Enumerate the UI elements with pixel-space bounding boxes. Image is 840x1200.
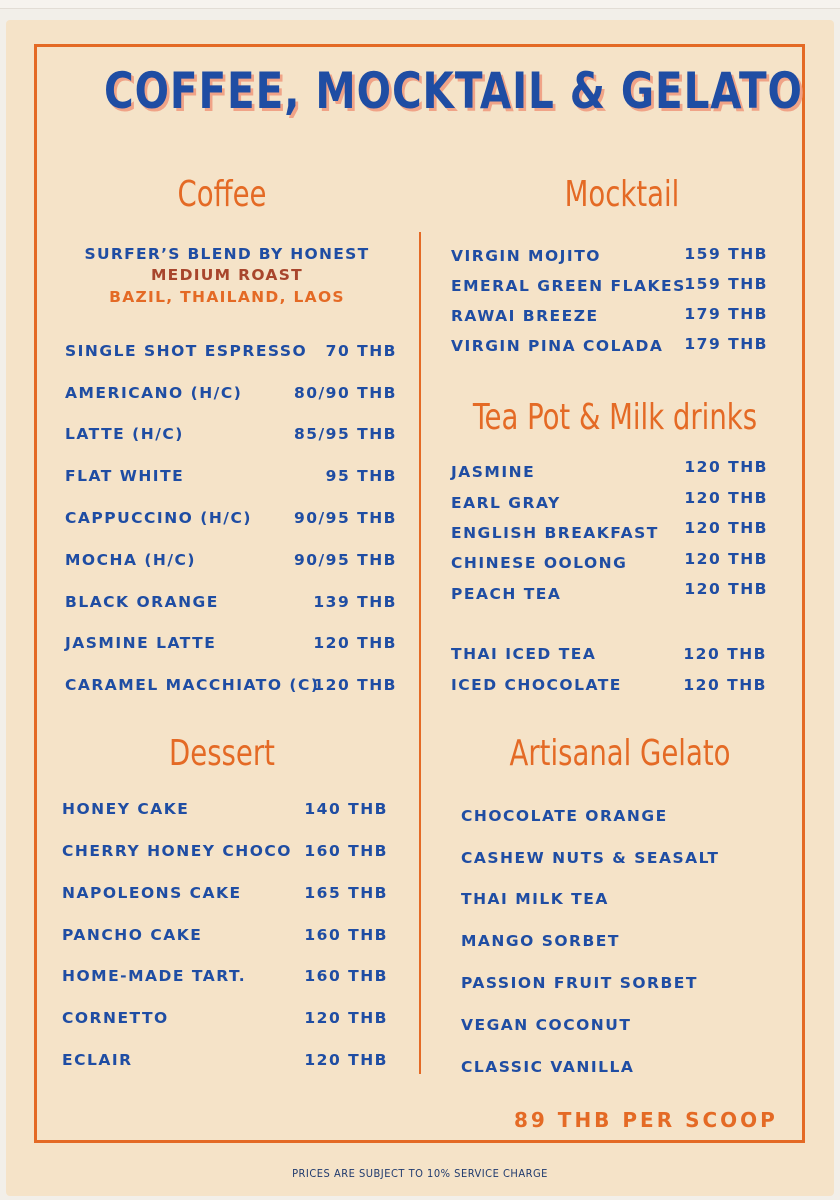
gelato-flavor: VEGAN COCONUT bbox=[461, 1016, 632, 1034]
gelato-flavor: CASHEW NUTS & SEASALT bbox=[461, 849, 720, 867]
dessert-price: 140 THB bbox=[304, 800, 388, 818]
mocktail-heading: Mocktail bbox=[564, 174, 680, 215]
coffee-price: 70 THB bbox=[325, 342, 397, 360]
coffee-item: SINGLE SHOT ESPRESSO bbox=[65, 342, 308, 360]
coffee-price: 139 THB bbox=[313, 593, 397, 611]
coffee-item: CARAMEL MACCHIATO (C) bbox=[65, 676, 320, 694]
gelato-flavor: CHOCOLATE ORANGE bbox=[461, 807, 668, 825]
mocktail-item: EMERAL GREEN FLAKES bbox=[451, 277, 686, 295]
service-charge-note: PRICES ARE SUBJECT TO 10% SERVICE CHARGE bbox=[292, 1167, 548, 1180]
tea-heading: Tea Pot & Milk drinks bbox=[472, 397, 758, 438]
gelato-heading: Artisanal Gelato bbox=[509, 733, 731, 774]
tea-price: 120 THB bbox=[683, 645, 767, 663]
coffee-blend-name: SURFER’S BLEND BY HONEST bbox=[84, 245, 370, 263]
coffee-price: 80/90 THB bbox=[293, 384, 397, 402]
tea-price: 120 THB bbox=[684, 489, 768, 507]
dessert-price: 160 THB bbox=[304, 926, 388, 944]
dessert-item: CORNETTO bbox=[62, 1009, 169, 1027]
tea-item: THAI ICED TEA bbox=[451, 645, 597, 663]
tea-price: 120 THB bbox=[684, 550, 768, 568]
coffee-origin: BAZIL, THAILAND, LAOS bbox=[109, 288, 345, 306]
gelato-flavor: PASSION FRUIT SORBET bbox=[461, 974, 698, 992]
coffee-heading: Coffee bbox=[177, 174, 267, 215]
dessert-price: 160 THB bbox=[304, 842, 388, 860]
tea-price: 120 THB bbox=[683, 676, 767, 694]
mocktail-price: 159 THB bbox=[684, 275, 768, 293]
coffee-item: FLAT WHITE bbox=[65, 467, 185, 485]
mocktail-item: VIRGIN PINA COLADA bbox=[451, 337, 664, 355]
previous-page-edge bbox=[0, 0, 840, 9]
column-divider bbox=[419, 232, 421, 1074]
coffee-item: JASMINE LATTE bbox=[65, 634, 217, 652]
tea-item: JASMINE bbox=[451, 463, 536, 481]
dessert-heading: Dessert bbox=[169, 733, 275, 774]
coffee-price: 95 THB bbox=[325, 467, 397, 485]
coffee-price: 120 THB bbox=[313, 676, 397, 694]
gelato-price-note: 89 THB PER SCOOP bbox=[514, 1108, 778, 1132]
mocktail-price: 179 THB bbox=[684, 335, 768, 353]
mocktail-price: 159 THB bbox=[684, 245, 768, 263]
menu-title: COFFEE, MOCKTAIL & GELATO bbox=[104, 62, 803, 120]
coffee-item: LATTE (H/C) bbox=[65, 425, 184, 443]
coffee-price: 85/95 THB bbox=[293, 425, 397, 443]
coffee-item: BLACK ORANGE bbox=[65, 593, 219, 611]
gelato-flavor: CLASSIC VANILLA bbox=[461, 1058, 635, 1076]
coffee-item: CAPPUCCINO (H/C) bbox=[65, 509, 252, 527]
coffee-price: 90/95 THB bbox=[293, 509, 397, 527]
coffee-item: AMERICANO (H/C) bbox=[65, 384, 243, 402]
coffee-price: 120 THB bbox=[313, 634, 397, 652]
tea-price: 120 THB bbox=[684, 519, 768, 537]
mocktail-item: VIRGIN MOJITO bbox=[451, 247, 601, 265]
tea-price: 120 THB bbox=[684, 580, 768, 598]
gelato-flavor: MANGO SORBET bbox=[461, 932, 620, 950]
tea-price: 120 THB bbox=[684, 458, 768, 476]
dessert-item: HONEY CAKE bbox=[62, 800, 190, 818]
dessert-item: HOME-MADE TART. bbox=[62, 967, 247, 985]
mocktail-price: 179 THB bbox=[684, 305, 768, 323]
dessert-price: 120 THB bbox=[304, 1051, 388, 1069]
dessert-item: ECLAIR bbox=[62, 1051, 133, 1069]
tea-item: ENGLISH BREAKFAST bbox=[451, 524, 659, 542]
coffee-item: MOCHA (H/C) bbox=[65, 551, 197, 569]
mocktail-item: RAWAI BREEZE bbox=[451, 307, 599, 325]
dessert-price: 160 THB bbox=[304, 967, 388, 985]
dessert-item: NAPOLEONS CAKE bbox=[62, 884, 242, 902]
tea-item: EARL GRAY bbox=[451, 494, 561, 512]
gelato-flavor: THAI MILK TEA bbox=[461, 890, 609, 908]
coffee-roast: MEDIUM ROAST bbox=[150, 266, 304, 284]
tea-item: ICED CHOCOLATE bbox=[451, 676, 622, 694]
tea-item: CHINESE OOLONG bbox=[451, 554, 628, 572]
dessert-price: 120 THB bbox=[304, 1009, 388, 1027]
tea-item: PEACH TEA bbox=[451, 585, 562, 603]
dessert-item: PANCHO CAKE bbox=[62, 926, 203, 944]
coffee-price: 90/95 THB bbox=[293, 551, 397, 569]
dessert-price: 165 THB bbox=[304, 884, 388, 902]
dessert-item: CHERRY HONEY CHOCO bbox=[62, 842, 292, 860]
